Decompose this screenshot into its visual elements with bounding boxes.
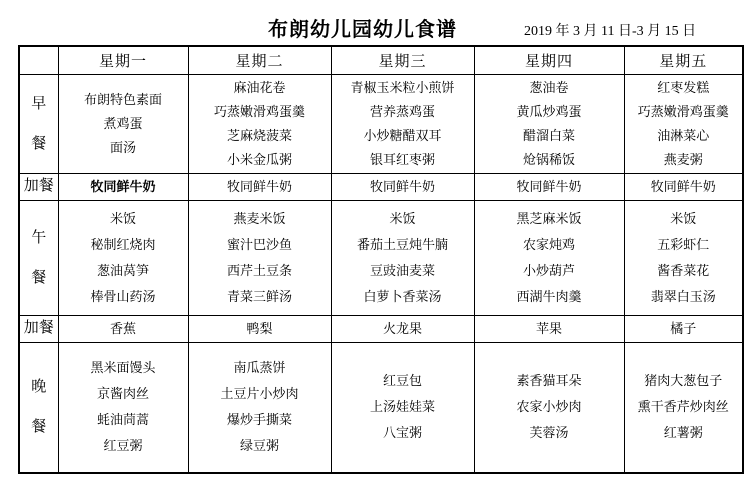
dish-item: 小炒葫芦	[522, 262, 575, 278]
dish-item: 巧蒸嫩滑鸡蛋羹	[637, 103, 729, 119]
dish-item: 棒骨山药汤	[90, 288, 156, 304]
dish-item: 牧同鲜牛奶	[650, 178, 716, 194]
dish-item: 蚝油茼蒿	[96, 412, 149, 428]
row-label-cell	[19, 74, 58, 173]
dish-item: 八宝粥	[382, 425, 422, 441]
dish-item: 酱香菜花	[657, 262, 710, 278]
dish-item: 炝锅稀饭	[522, 151, 575, 167]
dish-item: 秘制红烧肉	[90, 236, 156, 252]
dish-item: 黄瓜炒鸡蛋	[516, 103, 582, 119]
menu-cell-r4-c3	[474, 342, 624, 473]
menu-cell-r3-c2	[331, 315, 474, 342]
menu-cell-r4-c1	[188, 342, 331, 473]
dish-item: 农家炖鸡	[522, 236, 575, 252]
dish-item: 米饭	[389, 210, 416, 226]
dish-item: 醋溜白菜	[522, 127, 575, 143]
menu-cell-r1-c1	[188, 173, 331, 200]
menu-cell-r1-c0	[58, 173, 188, 200]
dish-item: 油淋菜心	[657, 127, 710, 143]
row-label: 午餐	[31, 229, 47, 286]
menu-cell-r3-c3	[474, 315, 624, 342]
dish-item: 牧同鲜牛奶	[226, 178, 292, 194]
dish-item: 红豆粥	[103, 438, 143, 454]
day-header-thursday: 星期四	[474, 46, 624, 74]
dish-item: 米饭	[109, 210, 136, 226]
dish-item: 黑芝麻米饭	[516, 210, 582, 226]
dish-item: 番茄土豆炖牛腩	[356, 236, 448, 252]
dish-item: 蜜汁巴沙鱼	[226, 236, 292, 252]
menu-cell-r0-c4	[624, 74, 743, 173]
dish-item: 面汤	[109, 139, 136, 155]
dish-item: 苹果	[535, 320, 562, 336]
menu-cell-r1-c4	[624, 173, 743, 200]
dish-item: 牧同鲜牛奶	[90, 178, 156, 194]
menu-cell-r3-c4	[624, 315, 743, 342]
menu-cell-r0-c2	[331, 74, 474, 173]
dish-item: 燕麦粥	[663, 151, 703, 167]
dish-item: 香蕉	[109, 320, 136, 336]
menu-cell-r4-c4	[624, 342, 743, 473]
menu-cell-r2-c0	[58, 200, 188, 315]
day-header-tuesday: 星期二	[188, 46, 331, 74]
dish-item: 银耳红枣粥	[369, 151, 435, 167]
header-row	[19, 46, 743, 74]
dish-item: 豆豉油麦菜	[369, 262, 435, 278]
menu-cell-r2-c2	[331, 200, 474, 315]
menu-table	[18, 45, 744, 474]
dish-item: 芙蓉汤	[529, 425, 569, 441]
dish-item: 火龙果	[382, 320, 422, 336]
dish-item: 京酱肉丝	[96, 386, 149, 402]
menu-cell-r3-c0	[58, 315, 188, 342]
menu-cell-r4-c2	[331, 342, 474, 473]
dish-item: 麻油花卷	[233, 79, 286, 95]
menu-cell-r2-c4	[624, 200, 743, 315]
dish-item: 西湖牛肉羹	[516, 288, 582, 304]
row-label: 加餐	[23, 178, 54, 194]
dish-item: 煮鸡蛋	[103, 115, 143, 131]
dish-item: 五彩虾仁	[657, 236, 710, 252]
dish-item: 燕麦米饭	[233, 210, 286, 226]
dish-item: 白萝卜香菜汤	[363, 288, 442, 304]
menu-cell-r2-c1	[188, 200, 331, 315]
dish-item: 红枣发糕	[657, 79, 710, 95]
row-label-cell	[19, 173, 58, 200]
dish-item: 营养蒸鸡蛋	[369, 103, 435, 119]
dish-item: 土豆片小炒肉	[220, 386, 299, 402]
dish-item: 爆炒手撕菜	[226, 412, 292, 428]
menu-row-2	[19, 200, 743, 315]
row-label: 加餐	[23, 320, 54, 336]
dish-item: 小米金瓜粥	[226, 151, 292, 167]
dish-item: 红豆包	[382, 373, 422, 389]
menu-cell-r3-c1	[188, 315, 331, 342]
dish-item: 青椒玉米粒小煎饼	[350, 79, 455, 95]
menu-cell-r4-c0	[58, 342, 188, 473]
day-header-wednesday: 星期三	[331, 46, 474, 74]
dish-item: 米饭	[670, 210, 697, 226]
row-label-cell	[19, 342, 58, 473]
dish-item: 素香猫耳朵	[516, 373, 582, 389]
dish-item: 红薯粥	[663, 425, 703, 441]
menu-cell-r0-c0	[58, 74, 188, 173]
menu-cell-r1-c3	[474, 173, 624, 200]
dish-item: 农家小炒肉	[516, 399, 582, 415]
dish-item: 青菜三鲜汤	[226, 288, 292, 304]
menu-cell-r2-c3	[474, 200, 624, 315]
menu-row-1	[19, 173, 743, 200]
dish-item: 猪肉大葱包子	[644, 373, 723, 389]
row-label-cell	[19, 315, 58, 342]
dish-item: 西芹土豆条	[226, 262, 292, 278]
dish-item: 牧同鲜牛奶	[369, 178, 435, 194]
menu-row-3	[19, 315, 743, 342]
row-label: 晚餐	[31, 379, 47, 436]
dish-item: 绿豆粥	[239, 438, 279, 454]
dish-item: 上汤娃娃菜	[369, 399, 435, 415]
date-range: 2019 年 3 月 11 日-3 月 15 日	[524, 24, 697, 39]
dish-item: 翡翠白玉汤	[650, 288, 716, 304]
dish-item: 南瓜蒸饼	[233, 360, 286, 376]
page-title: 布朗幼儿园幼儿食谱	[268, 19, 457, 41]
dish-item: 小炒糖醋双耳	[363, 127, 442, 143]
menu-row-4	[19, 342, 743, 473]
dish-item: 鸭梨	[246, 320, 273, 336]
menu-row-0	[19, 74, 743, 173]
dish-item: 布朗特色素面	[83, 91, 162, 107]
dish-item: 黑米面馒头	[90, 360, 156, 376]
dish-item: 牧同鲜牛奶	[516, 178, 582, 194]
dish-item: 葱油卷	[529, 79, 569, 95]
corner-cell	[19, 46, 58, 74]
menu-table-body	[19, 74, 743, 473]
day-header-monday: 星期一	[58, 46, 188, 74]
dish-item: 芝麻烧菠菜	[226, 127, 292, 143]
row-label-cell	[19, 200, 58, 315]
dish-item: 葱油莴笋	[96, 262, 149, 278]
menu-cell-r0-c1	[188, 74, 331, 173]
dish-item: 巧蒸嫩滑鸡蛋羹	[213, 103, 305, 119]
dish-item: 橘子	[670, 320, 697, 336]
row-label: 早餐	[31, 95, 47, 152]
menu-cell-r1-c2	[331, 173, 474, 200]
day-header-friday: 星期五	[624, 46, 743, 74]
menu-cell-r0-c3	[474, 74, 624, 173]
dish-item: 熏干香芹炒肉丝	[637, 399, 729, 415]
